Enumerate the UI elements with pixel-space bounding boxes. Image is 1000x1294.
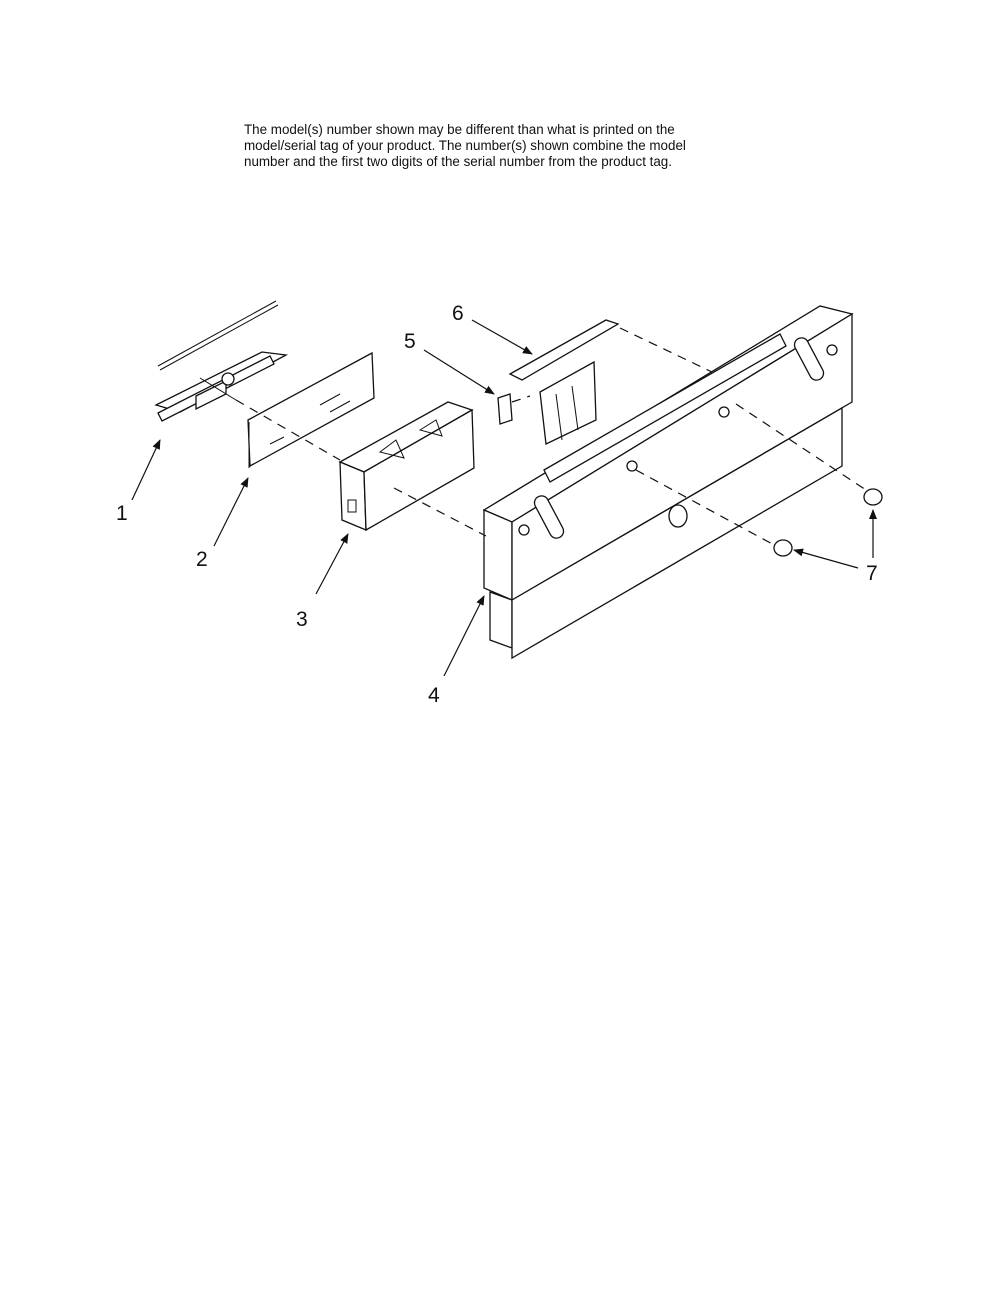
notice-line-2: model/serial tag of your product. The number(s) shown combine the model [244,138,686,153]
part-7-knobs [774,489,882,556]
part-3-control-housing [340,402,474,530]
notice-line-3: number and the first two digits of the serial number from the product tag. [244,154,672,169]
callout-5: 5 [404,330,416,353]
part-5-clip [498,394,512,424]
callout-4: 4 [428,684,440,707]
part-6-switch-assembly [510,320,618,444]
part-1-rod-assembly [156,301,286,421]
callout-7: 7 [866,562,878,585]
callout-6: 6 [452,302,464,325]
callout-2: 2 [196,548,208,571]
callout-3: 3 [296,608,308,631]
notice-line-1: The model(s) number shown may be different than what is printed on the [244,122,675,137]
callout-1: 1 [116,502,128,525]
part-2-circuit-board [248,353,374,468]
